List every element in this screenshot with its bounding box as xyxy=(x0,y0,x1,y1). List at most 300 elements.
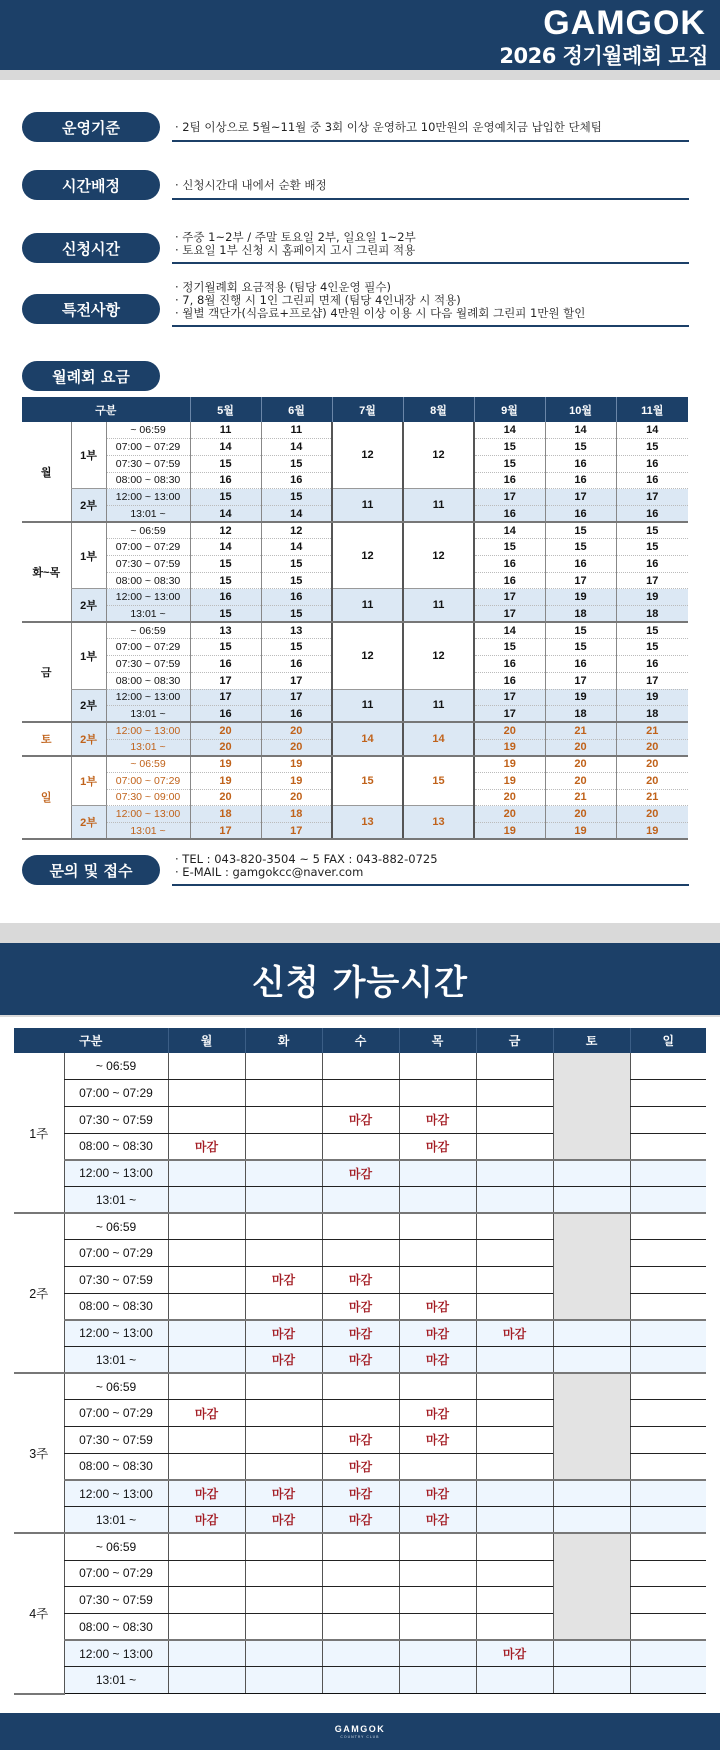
fee-sep: 20 xyxy=(474,806,545,823)
fee-may: 13 xyxy=(190,622,261,639)
contact-phone-fax: · TEL : 043-820-3504 ~ 5 FAX : 043-882-0725 xyxy=(175,852,438,866)
slot-open[interactable] xyxy=(630,1106,706,1133)
fee-nov: 16 xyxy=(616,656,688,673)
fee-nov: 21 xyxy=(616,722,688,739)
fee-nov: 17 xyxy=(616,672,688,689)
fee-row xyxy=(22,756,688,773)
fee-jul: 14 xyxy=(332,722,403,755)
fee-sep: 17 xyxy=(474,706,545,723)
contact-section xyxy=(22,852,689,886)
slot-closed: 마감 xyxy=(245,1347,322,1374)
slot-open[interactable] xyxy=(168,1373,245,1400)
slot-open[interactable] xyxy=(630,1080,706,1107)
slot-open[interactable] xyxy=(322,1213,399,1240)
time-slot: 13:01 ~ xyxy=(106,606,190,623)
slot-open[interactable] xyxy=(553,1507,630,1534)
fee-may: 20 xyxy=(190,789,261,806)
week-label: 2주 xyxy=(14,1213,64,1373)
fee-may: 15 xyxy=(190,556,261,573)
col-header: 8월 xyxy=(403,397,474,422)
fee-may: 20 xyxy=(190,722,261,739)
slot-open[interactable] xyxy=(245,1533,322,1560)
slot-open[interactable] xyxy=(476,1053,553,1080)
fee-row xyxy=(22,589,688,606)
slot-open[interactable] xyxy=(630,1507,706,1534)
fee-may: 17 xyxy=(190,689,261,706)
slot-open[interactable] xyxy=(476,1080,553,1107)
slot-open[interactable] xyxy=(476,1427,553,1454)
info-application-time xyxy=(22,230,689,264)
fee-jun: 18 xyxy=(261,806,332,823)
fee-jun: 20 xyxy=(261,739,332,756)
slot-open[interactable] xyxy=(322,1240,399,1267)
slot-open[interactable] xyxy=(476,1240,553,1267)
col-header: 월 xyxy=(168,1028,245,1053)
slot-open[interactable] xyxy=(245,1053,322,1080)
fee-row xyxy=(22,489,688,506)
slot-open[interactable] xyxy=(322,1613,399,1640)
slot-open[interactable] xyxy=(476,1667,553,1694)
contact-email: · E-MAIL : gamgokcc@naver.com xyxy=(175,865,364,879)
slot-open[interactable] xyxy=(168,1053,245,1080)
fee-jun: 16 xyxy=(261,706,332,723)
fee-table xyxy=(22,397,688,840)
slot-open[interactable] xyxy=(168,1587,245,1614)
availability-table xyxy=(14,1028,706,1695)
availability-table-body xyxy=(14,1053,706,1694)
fee-may: 15 xyxy=(190,489,261,506)
fee-may: 15 xyxy=(190,572,261,589)
slot-open[interactable] xyxy=(168,1347,245,1374)
fee-sep: 17 xyxy=(474,589,545,606)
slot-open[interactable] xyxy=(245,1373,322,1400)
slot-open[interactable] xyxy=(630,1587,706,1614)
slot-open[interactable] xyxy=(399,1560,476,1587)
slot-open[interactable] xyxy=(168,1640,245,1667)
slot-open[interactable] xyxy=(630,1480,706,1507)
fee-oct: 20 xyxy=(545,806,616,823)
slot-open[interactable] xyxy=(630,1320,706,1347)
time-slot: ~ 06:59 xyxy=(64,1533,168,1560)
time-slot: 07:30 ~ 07:59 xyxy=(64,1106,168,1133)
slot-open[interactable] xyxy=(476,1160,553,1187)
slot-open[interactable] xyxy=(476,1213,553,1240)
slot-open[interactable] xyxy=(476,1533,553,1560)
slot-open[interactable] xyxy=(630,1347,706,1374)
section-label: 월례회 요금 xyxy=(22,361,160,391)
slot-open[interactable] xyxy=(399,1533,476,1560)
slot-open[interactable] xyxy=(630,1160,706,1187)
slot-open[interactable] xyxy=(168,1267,245,1294)
fee-aug: 11 xyxy=(403,489,474,522)
availability-row xyxy=(14,1507,706,1534)
fee-sep: 20 xyxy=(474,722,545,739)
fee-jun: 17 xyxy=(261,823,332,840)
fee-may: 16 xyxy=(190,706,261,723)
slot-open[interactable] xyxy=(630,1267,706,1294)
slot-closed: 마감 xyxy=(322,1427,399,1454)
fee-jun: 13 xyxy=(261,622,332,639)
footer-logo: GAMGOK xyxy=(334,1724,386,1734)
slot-open[interactable] xyxy=(322,1533,399,1560)
fee-jun: 11 xyxy=(261,422,332,439)
page-title: 2026 정기월례회 모집 xyxy=(499,44,708,68)
fee-table-body xyxy=(22,422,688,839)
slot-open[interactable] xyxy=(168,1320,245,1347)
time-slot: 12:00 ~ 13:00 xyxy=(106,806,190,823)
fee-oct: 16 xyxy=(545,455,616,472)
slot-open[interactable] xyxy=(245,1587,322,1614)
slot-open[interactable] xyxy=(630,1427,706,1454)
slot-open[interactable] xyxy=(322,1186,399,1213)
slot-open[interactable] xyxy=(476,1293,553,1320)
slot-open[interactable] xyxy=(476,1560,553,1587)
slot-open[interactable] xyxy=(245,1293,322,1320)
col-header: 구분 xyxy=(14,1028,168,1053)
slot-open[interactable] xyxy=(476,1400,553,1427)
time-slot: 07:00 ~ 07:29 xyxy=(106,439,190,456)
fee-sep: 14 xyxy=(474,622,545,639)
slot-open[interactable] xyxy=(630,1453,706,1480)
slot-open[interactable] xyxy=(553,1480,630,1507)
slot-open[interactable] xyxy=(630,1186,706,1213)
col-header: 수 xyxy=(322,1028,399,1053)
fee-jun: 16 xyxy=(261,656,332,673)
fee-oct: 14 xyxy=(545,422,616,439)
fee-nov: 16 xyxy=(616,505,688,522)
fee-jun: 15 xyxy=(261,606,332,623)
slot-open[interactable] xyxy=(553,1160,630,1187)
fee-jul: 13 xyxy=(332,806,403,839)
slot-open[interactable] xyxy=(476,1106,553,1133)
availability-row xyxy=(14,1347,706,1374)
fee-row xyxy=(22,422,688,439)
fee-oct: 15 xyxy=(545,622,616,639)
fee-jun: 16 xyxy=(261,589,332,606)
slot-open[interactable] xyxy=(168,1106,245,1133)
time-slot: 13:01 ~ xyxy=(106,739,190,756)
slot-open[interactable] xyxy=(245,1133,322,1160)
slot-open[interactable] xyxy=(245,1080,322,1107)
slot-open[interactable] xyxy=(399,1453,476,1480)
slot-open[interactable] xyxy=(399,1373,476,1400)
fee-row xyxy=(22,722,688,739)
fee-aug: 15 xyxy=(403,756,474,806)
slot-closed: 마감 xyxy=(399,1293,476,1320)
slot-open[interactable] xyxy=(245,1427,322,1454)
slot-closed: 마감 xyxy=(322,1293,399,1320)
slot-open[interactable] xyxy=(168,1613,245,1640)
slot-open[interactable] xyxy=(322,1587,399,1614)
time-slot: 13:01 ~ xyxy=(64,1347,168,1374)
fee-sep: 19 xyxy=(474,739,545,756)
fee-sep: 19 xyxy=(474,756,545,773)
availability-row xyxy=(14,1320,706,1347)
slot-open[interactable] xyxy=(245,1560,322,1587)
slot-open[interactable] xyxy=(399,1240,476,1267)
week-label: 3주 xyxy=(14,1373,64,1533)
slot-open[interactable] xyxy=(399,1640,476,1667)
fee-nov: 19 xyxy=(616,589,688,606)
slot-open[interactable] xyxy=(630,1667,706,1694)
time-slot: 12:00 ~ 13:00 xyxy=(64,1640,168,1667)
info-time-assignment xyxy=(22,170,689,202)
fee-may: 14 xyxy=(190,439,261,456)
fee-jun: 20 xyxy=(261,722,332,739)
slot-open[interactable] xyxy=(168,1427,245,1454)
slot-open[interactable] xyxy=(322,1373,399,1400)
slot-open[interactable] xyxy=(553,1640,630,1667)
fee-jul: 12 xyxy=(332,522,403,589)
fee-jun: 15 xyxy=(261,489,332,506)
time-slot: 08:00 ~ 08:30 xyxy=(106,472,190,489)
col-header: 구분 xyxy=(22,397,190,422)
fee-oct: 20 xyxy=(545,756,616,773)
slot-open[interactable] xyxy=(245,1160,322,1187)
slot-open[interactable] xyxy=(322,1053,399,1080)
time-slot: 07:00 ~ 07:29 xyxy=(64,1400,168,1427)
slot-open[interactable] xyxy=(245,1453,322,1480)
part-label: 2부 xyxy=(71,489,106,522)
slot-open[interactable] xyxy=(553,1186,630,1213)
fee-aug: 11 xyxy=(403,689,474,722)
slot-open[interactable] xyxy=(476,1373,553,1400)
slot-open[interactable] xyxy=(476,1133,553,1160)
availability-row xyxy=(14,1640,706,1667)
slot-open[interactable] xyxy=(476,1267,553,1294)
underline xyxy=(172,884,689,886)
fee-jun: 17 xyxy=(261,689,332,706)
slot-open[interactable] xyxy=(476,1587,553,1614)
slot-open[interactable] xyxy=(476,1613,553,1640)
info-benefits xyxy=(22,280,689,330)
slot-open[interactable] xyxy=(168,1186,245,1213)
col-header: 9월 xyxy=(474,397,545,422)
slot-open[interactable] xyxy=(322,1640,399,1667)
part-label: 1부 xyxy=(71,756,106,806)
slot-open[interactable] xyxy=(168,1293,245,1320)
slot-open[interactable] xyxy=(245,1186,322,1213)
page-footer xyxy=(0,1713,720,1750)
underline xyxy=(172,198,689,200)
slot-open[interactable] xyxy=(399,1613,476,1640)
section-label: 특전사항 xyxy=(22,294,160,324)
fee-nov: 17 xyxy=(616,489,688,506)
fee-oct: 15 xyxy=(545,522,616,539)
time-slot: ~ 06:59 xyxy=(106,756,190,773)
fee-nov: 19 xyxy=(616,689,688,706)
slot-open[interactable] xyxy=(476,1186,553,1213)
time-slot: 13:01 ~ xyxy=(64,1507,168,1534)
fee-oct: 18 xyxy=(545,606,616,623)
time-slot: 08:00 ~ 08:30 xyxy=(64,1133,168,1160)
slot-open[interactable] xyxy=(322,1080,399,1107)
saturday-unavailable-cell xyxy=(553,1053,630,1160)
fee-oct: 19 xyxy=(545,689,616,706)
slot-open[interactable] xyxy=(168,1213,245,1240)
fee-row xyxy=(22,622,688,639)
slot-open[interactable] xyxy=(168,1667,245,1694)
time-slot: 12:00 ~ 13:00 xyxy=(64,1320,168,1347)
slot-closed: 마감 xyxy=(168,1400,245,1427)
slot-open[interactable] xyxy=(168,1560,245,1587)
fee-row xyxy=(22,522,688,539)
fee-jul: 11 xyxy=(332,489,403,522)
slot-open[interactable] xyxy=(553,1320,630,1347)
slot-closed: 마감 xyxy=(168,1133,245,1160)
availability-row xyxy=(14,1053,706,1080)
slot-open[interactable] xyxy=(399,1080,476,1107)
fee-nov: 17 xyxy=(616,572,688,589)
section-label: 문의 및 접수 xyxy=(22,855,160,885)
slot-open[interactable] xyxy=(322,1400,399,1427)
fee-aug: 12 xyxy=(403,622,474,689)
part-label: 1부 xyxy=(71,622,106,689)
fee-nov: 20 xyxy=(616,739,688,756)
slot-open[interactable] xyxy=(399,1160,476,1187)
slot-open[interactable] xyxy=(476,1453,553,1480)
slot-open[interactable] xyxy=(399,1053,476,1080)
time-slot: 13:01 ~ xyxy=(106,823,190,840)
fee-jun: 15 xyxy=(261,639,332,656)
time-slot: 07:30 ~ 09:00 xyxy=(106,789,190,806)
section-label: 시간배정 xyxy=(22,170,160,200)
fee-nov: 20 xyxy=(616,772,688,789)
slot-open[interactable] xyxy=(168,1160,245,1187)
time-slot: 08:00 ~ 08:30 xyxy=(64,1293,168,1320)
col-header: 10월 xyxy=(545,397,616,422)
fee-oct: 20 xyxy=(545,772,616,789)
availability-title: 신청 가능시간 xyxy=(0,943,720,1015)
time-slot: 12:00 ~ 13:00 xyxy=(64,1480,168,1507)
fee-jun: 20 xyxy=(261,789,332,806)
fee-nov: 19 xyxy=(616,823,688,840)
fee-sep: 15 xyxy=(474,539,545,556)
slot-open[interactable] xyxy=(245,1613,322,1640)
slot-open[interactable] xyxy=(630,1533,706,1560)
slot-open[interactable] xyxy=(630,1133,706,1160)
slot-open[interactable] xyxy=(476,1480,553,1507)
fee-jul: 15 xyxy=(332,756,403,806)
time-slot: ~ 06:59 xyxy=(106,422,190,439)
time-slot: 08:00 ~ 08:30 xyxy=(64,1453,168,1480)
time-slot: 07:30 ~ 07:59 xyxy=(106,556,190,573)
slot-open[interactable] xyxy=(630,1053,706,1080)
slot-open[interactable] xyxy=(553,1347,630,1374)
part-label: 2부 xyxy=(71,689,106,722)
col-header: 5월 xyxy=(190,397,261,422)
fee-nov: 16 xyxy=(616,472,688,489)
slot-open[interactable] xyxy=(476,1347,553,1374)
fee-jun: 14 xyxy=(261,505,332,522)
info-operating-criteria xyxy=(22,112,689,144)
time-slot: ~ 06:59 xyxy=(106,522,190,539)
slot-open[interactable] xyxy=(399,1186,476,1213)
fee-nov: 16 xyxy=(616,556,688,573)
slot-closed: 마감 xyxy=(399,1347,476,1374)
fee-oct: 16 xyxy=(545,556,616,573)
slot-open[interactable] xyxy=(322,1133,399,1160)
fee-may: 15 xyxy=(190,606,261,623)
fee-may: 11 xyxy=(190,422,261,439)
slot-open[interactable] xyxy=(168,1240,245,1267)
slot-open[interactable] xyxy=(630,1640,706,1667)
fee-nov: 15 xyxy=(616,439,688,456)
fee-jun: 14 xyxy=(261,439,332,456)
time-slot: 07:00 ~ 07:29 xyxy=(106,539,190,556)
availability-header-row xyxy=(14,1028,706,1053)
fee-aug: 11 xyxy=(403,589,474,622)
part-label: 2부 xyxy=(71,806,106,839)
slot-open[interactable] xyxy=(168,1453,245,1480)
slot-open[interactable] xyxy=(630,1400,706,1427)
fee-sep: 16 xyxy=(474,472,545,489)
fee-oct: 15 xyxy=(545,439,616,456)
slot-closed: 마감 xyxy=(245,1480,322,1507)
slot-open[interactable] xyxy=(399,1587,476,1614)
week-label: 4주 xyxy=(14,1533,64,1693)
fee-jun: 17 xyxy=(261,672,332,689)
slot-open[interactable] xyxy=(630,1613,706,1640)
col-header: 토 xyxy=(553,1028,630,1053)
slot-open[interactable] xyxy=(630,1293,706,1320)
time-slot: 12:00 ~ 13:00 xyxy=(106,689,190,706)
slot-open[interactable] xyxy=(399,1267,476,1294)
slot-open[interactable] xyxy=(399,1667,476,1694)
slot-open[interactable] xyxy=(245,1400,322,1427)
day-label: 화~목 xyxy=(22,522,71,622)
slot-open[interactable] xyxy=(322,1560,399,1587)
fee-may: 19 xyxy=(190,772,261,789)
availability-row xyxy=(14,1533,706,1560)
fee-oct: 20 xyxy=(545,739,616,756)
slot-closed: 마감 xyxy=(245,1507,322,1534)
slot-open[interactable] xyxy=(245,1667,322,1694)
time-slot: 07:00 ~ 07:29 xyxy=(64,1240,168,1267)
time-slot: 12:00 ~ 13:00 xyxy=(106,489,190,506)
slot-open[interactable] xyxy=(168,1533,245,1560)
fee-sep: 17 xyxy=(474,606,545,623)
slot-open[interactable] xyxy=(245,1240,322,1267)
slot-open[interactable] xyxy=(245,1106,322,1133)
slot-open[interactable] xyxy=(245,1213,322,1240)
fee-sep: 15 xyxy=(474,455,545,472)
slot-open[interactable] xyxy=(476,1507,553,1534)
slot-open[interactable] xyxy=(630,1560,706,1587)
slot-open[interactable] xyxy=(399,1213,476,1240)
fee-row xyxy=(22,689,688,706)
slot-open[interactable] xyxy=(245,1640,322,1667)
slot-open[interactable] xyxy=(630,1240,706,1267)
fee-aug: 13 xyxy=(403,806,474,839)
availability-row xyxy=(14,1160,706,1187)
fee-header-row xyxy=(22,397,688,422)
time-slot: 07:00 ~ 07:29 xyxy=(64,1560,168,1587)
time-slot: 07:00 ~ 07:29 xyxy=(64,1080,168,1107)
slot-open[interactable] xyxy=(630,1373,706,1400)
week-label: 1주 xyxy=(14,1053,64,1213)
fee-may: 15 xyxy=(190,455,261,472)
fee-oct: 15 xyxy=(545,539,616,556)
divider-band xyxy=(0,923,720,943)
slot-open[interactable] xyxy=(630,1213,706,1240)
fee-jul: 11 xyxy=(332,589,403,622)
slot-open[interactable] xyxy=(168,1080,245,1107)
slot-open[interactable] xyxy=(553,1667,630,1694)
time-slot: 13:01 ~ xyxy=(106,505,190,522)
slot-open[interactable] xyxy=(322,1667,399,1694)
col-header: 6월 xyxy=(261,397,332,422)
